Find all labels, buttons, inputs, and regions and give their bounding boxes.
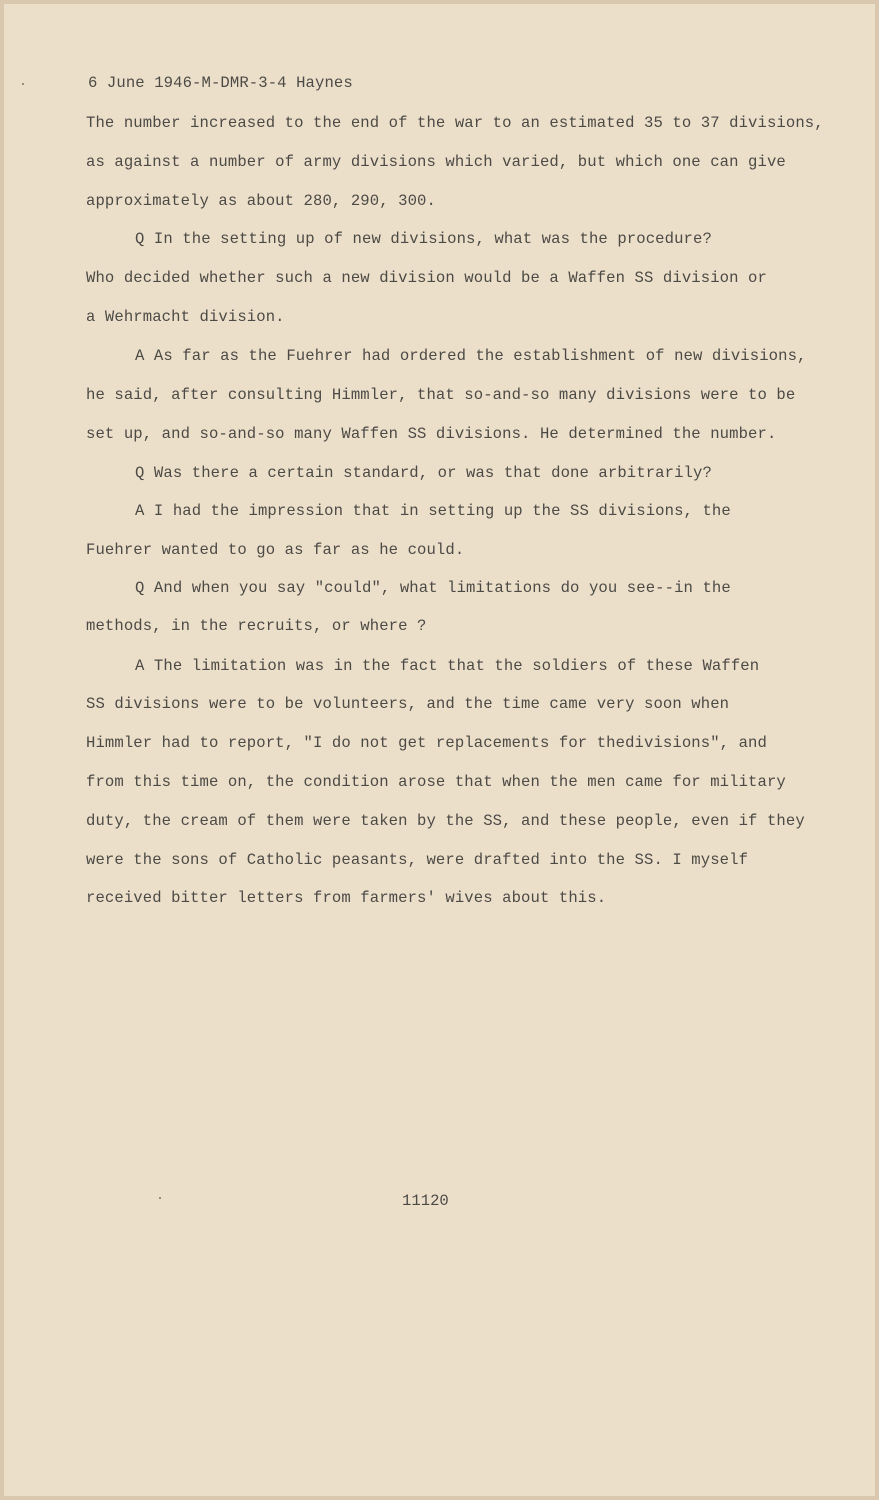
- text-line-2: as against a number of army divisions which varied, but which one can give: [86, 153, 786, 171]
- text-line-5: Who decided whether such a new division would be a Waffen SS division or: [86, 269, 767, 287]
- text-line-19: duty, the cream of them were taken by the SS, and these people, even if they: [86, 812, 805, 830]
- answer-line-2: A I had the impression that in setting up the SS divisions, the: [135, 502, 731, 520]
- text-line-16: SS divisions were to be volunteers, and the time came very soon when: [86, 695, 730, 713]
- text-line-17: Himmler had to report, "I do not get replacements for thedivisions", and: [86, 734, 767, 752]
- text-line-8: he said, after consulting Himmler, that so-and-so many divisions were to be: [86, 386, 796, 404]
- question-line-1: Q In the setting up of new divisions, what was the procedure?: [135, 230, 712, 248]
- question-line-3: Q And when you say "could", what limitations do you see--in the: [135, 579, 731, 597]
- answer-line-3: A The limitation was in the fact that the soldiers of these Waffen: [135, 657, 760, 675]
- document-header: 6 June 1946-M-DMR-3-4 Haynes: [88, 74, 353, 92]
- text-line-6: a Wehrmacht division.: [86, 308, 285, 326]
- text-line-14: methods, in the recruits, or where ?: [86, 617, 427, 635]
- paper-speck: [159, 1197, 161, 1199]
- paper-speck: [22, 83, 24, 85]
- text-line-1: The number increased to the end of the war to an estimated 35 to 37 divisions,: [86, 114, 824, 132]
- text-line-21: received bitter letters from farmers' wives about this.: [86, 889, 607, 907]
- text-line-3: approximately as about 280, 290, 300.: [86, 192, 436, 210]
- answer-line-1: A As far as the Fuehrer had ordered the establishment of new divisions,: [135, 347, 807, 365]
- text-line-18: from this time on, the condition arose that when the men came for military: [86, 773, 786, 791]
- text-line-9: set up, and so-and-so many Waffen SS divisions. He determined the number.: [86, 425, 777, 443]
- text-line-20: were the sons of Catholic peasants, were drafted into the SS. I myself: [86, 851, 749, 869]
- page-number: 11120: [402, 1192, 449, 1210]
- question-line-2: Q Was there a certain standard, or was that done arbitrarily?: [135, 464, 712, 482]
- text-line-12: Fuehrer wanted to go as far as he could.: [86, 541, 465, 559]
